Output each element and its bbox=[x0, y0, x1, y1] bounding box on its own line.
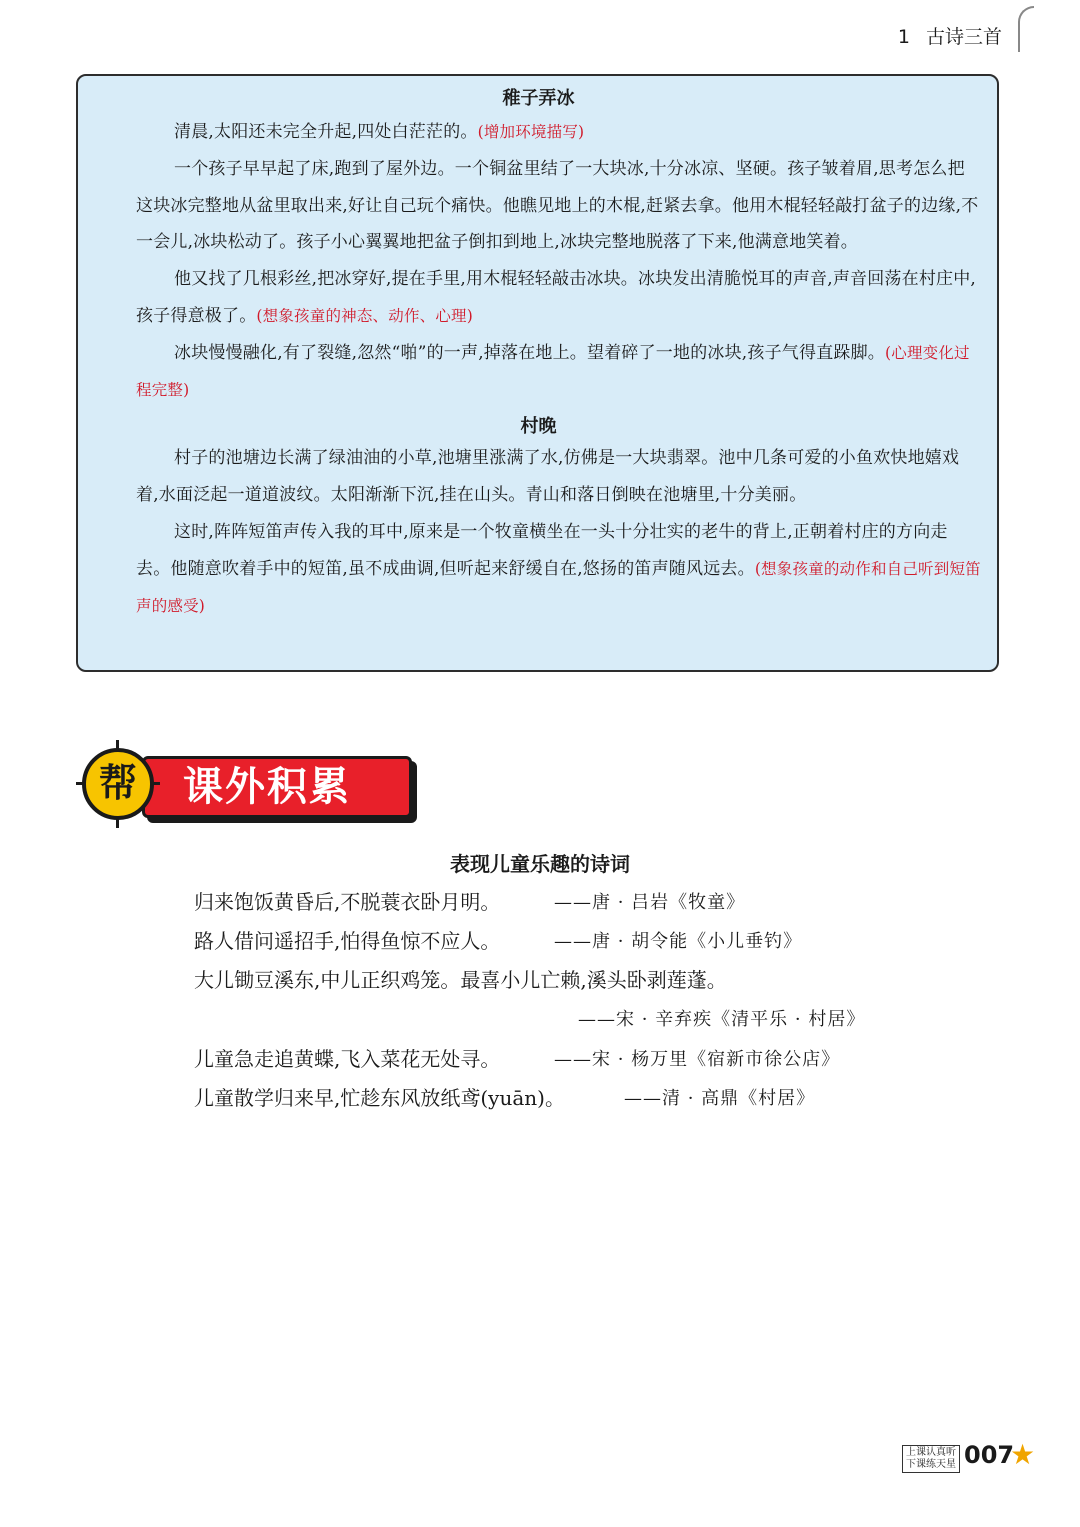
essay1-p3-text: 他又找了几根彩丝,把冰穿好,提在手里,用木棍轻轻敲击冰块。冰块发出清脆悦耳的声音,声音回荡在村庄中,孩子得意极了。 bbox=[136, 269, 977, 326]
banner-ribbon bbox=[142, 756, 412, 818]
slogan-line-2: 下课练天星 bbox=[906, 1459, 956, 1470]
footer-slogan bbox=[902, 1445, 960, 1473]
banner-badge: 帮 bbox=[82, 748, 154, 820]
page-number: 007 bbox=[964, 1441, 1015, 1469]
annotation-note: (增加环境描写) bbox=[477, 123, 585, 141]
poem-line-4: 儿童急走追黄蝶,飞入菜花无处寻。 bbox=[194, 1047, 501, 1071]
essay1-p1-text: 清晨,太阳还未完全升起,四处白茫茫的。 bbox=[174, 122, 478, 142]
annotation-note: (想象孩童的神态、动作、心理) bbox=[256, 306, 474, 325]
page-corner-decoration bbox=[1018, 6, 1034, 52]
poem-line-1: 归来饱饭黄昏后,不脱蓑衣卧月明。 bbox=[194, 890, 501, 914]
poem-source-3: ——宋 · 辛弃疾《清平乐 · 村居》 bbox=[578, 1009, 866, 1030]
essay1-paragraph-2: 一个孩子早早起了床,跑到了屋外边。一个铜盆里结了一大块冰,十分冰凉、坚硬。孩子皱着眉,思考怎么把这块冰完整地从盆里取出来,好让自己玩个痛快。他瞧见地上的木棍,赶紧去拿。他用木棍轻轻敲打盆子的边缘,不一会儿,冰块松动了。孩子小心翼翼地把盆子倒扣到地上,冰块完整地脱落了下来,他满意地笑着。 bbox=[136, 158, 979, 253]
essay-title-2: 村晚 bbox=[520, 416, 557, 438]
section-banner bbox=[76, 738, 416, 834]
essay1-paragraph-4 bbox=[78, 335, 981, 409]
essay1-paragraph-1 bbox=[136, 114, 981, 151]
poem-source-2: ——唐 · 胡令能《小儿垂钓》 bbox=[554, 931, 803, 952]
essay1-paragraph-3 bbox=[78, 261, 981, 335]
page-header bbox=[898, 22, 1002, 49]
banner-label: 课外积累 bbox=[183, 764, 351, 810]
annotation-note: (想象孩童的动作和自己听到短笛声的感受) bbox=[136, 559, 981, 615]
poems-title: 表现儿童乐趣的诗词 bbox=[450, 852, 630, 876]
poem-source-4: ——宋 · 杨万里《宿新市徐公店》 bbox=[554, 1049, 841, 1070]
poem-source-1: ——唐 · 吕岩《牧童》 bbox=[554, 892, 746, 913]
poem-line-3: 大儿锄豆溪东,中儿正织鸡笼。最喜小儿亡赖,溪头卧剥莲蓬。 bbox=[194, 968, 727, 992]
slogan-line-1: 上课认真听 bbox=[906, 1447, 956, 1458]
star-icon: ★ bbox=[1010, 1438, 1036, 1471]
page-footer bbox=[902, 1438, 1042, 1481]
poem-line-2: 路人借问遥招手,怕得鱼惊不应人。 bbox=[194, 929, 501, 953]
essay-title-1: 稚子弄冰 bbox=[502, 88, 575, 109]
essay2-paragraph-1: 村子的池塘边长满了绿油油的小草,池塘里涨满了水,仿佛是一大块翡翠。池中几条可爱的小鱼欢快地嬉戏着,水面泛起一道道波纹。太阳渐渐下沉,挂在山头。青山和落日倒映在池塘里,十分美丽。 bbox=[136, 448, 960, 506]
essay1-p4-text: 冰块慢慢融化,有了裂缝,忽然“啪”的一声,掉落在地上。望着碎了一地的冰块,孩子气得直跺脚。 bbox=[174, 342, 885, 363]
lesson-title: 古诗三首 bbox=[925, 26, 1002, 48]
lesson-number: 1 bbox=[897, 26, 910, 48]
poem-source-5: ——清 · 高鼎《村居》 bbox=[624, 1088, 816, 1109]
essay2-p2-text: 这时,阵阵短笛声传入我的耳中,原来是一个牧童横坐在一头十分壮实的老牛的背上,正朝着村庄的方向走去。他随意吹着手中的短笛,虽不成曲调,但听起来舒缓自在,悠扬的笛声随风远去。 bbox=[136, 521, 948, 579]
annotation-note: (心理变化过程完整) bbox=[136, 343, 970, 399]
essay2-paragraph-2 bbox=[78, 514, 981, 624]
sample-essays-box bbox=[76, 74, 999, 672]
poem-line-5: 儿童散学归来早,忙趁东风放纸鸢(yuān)。 bbox=[194, 1086, 565, 1110]
